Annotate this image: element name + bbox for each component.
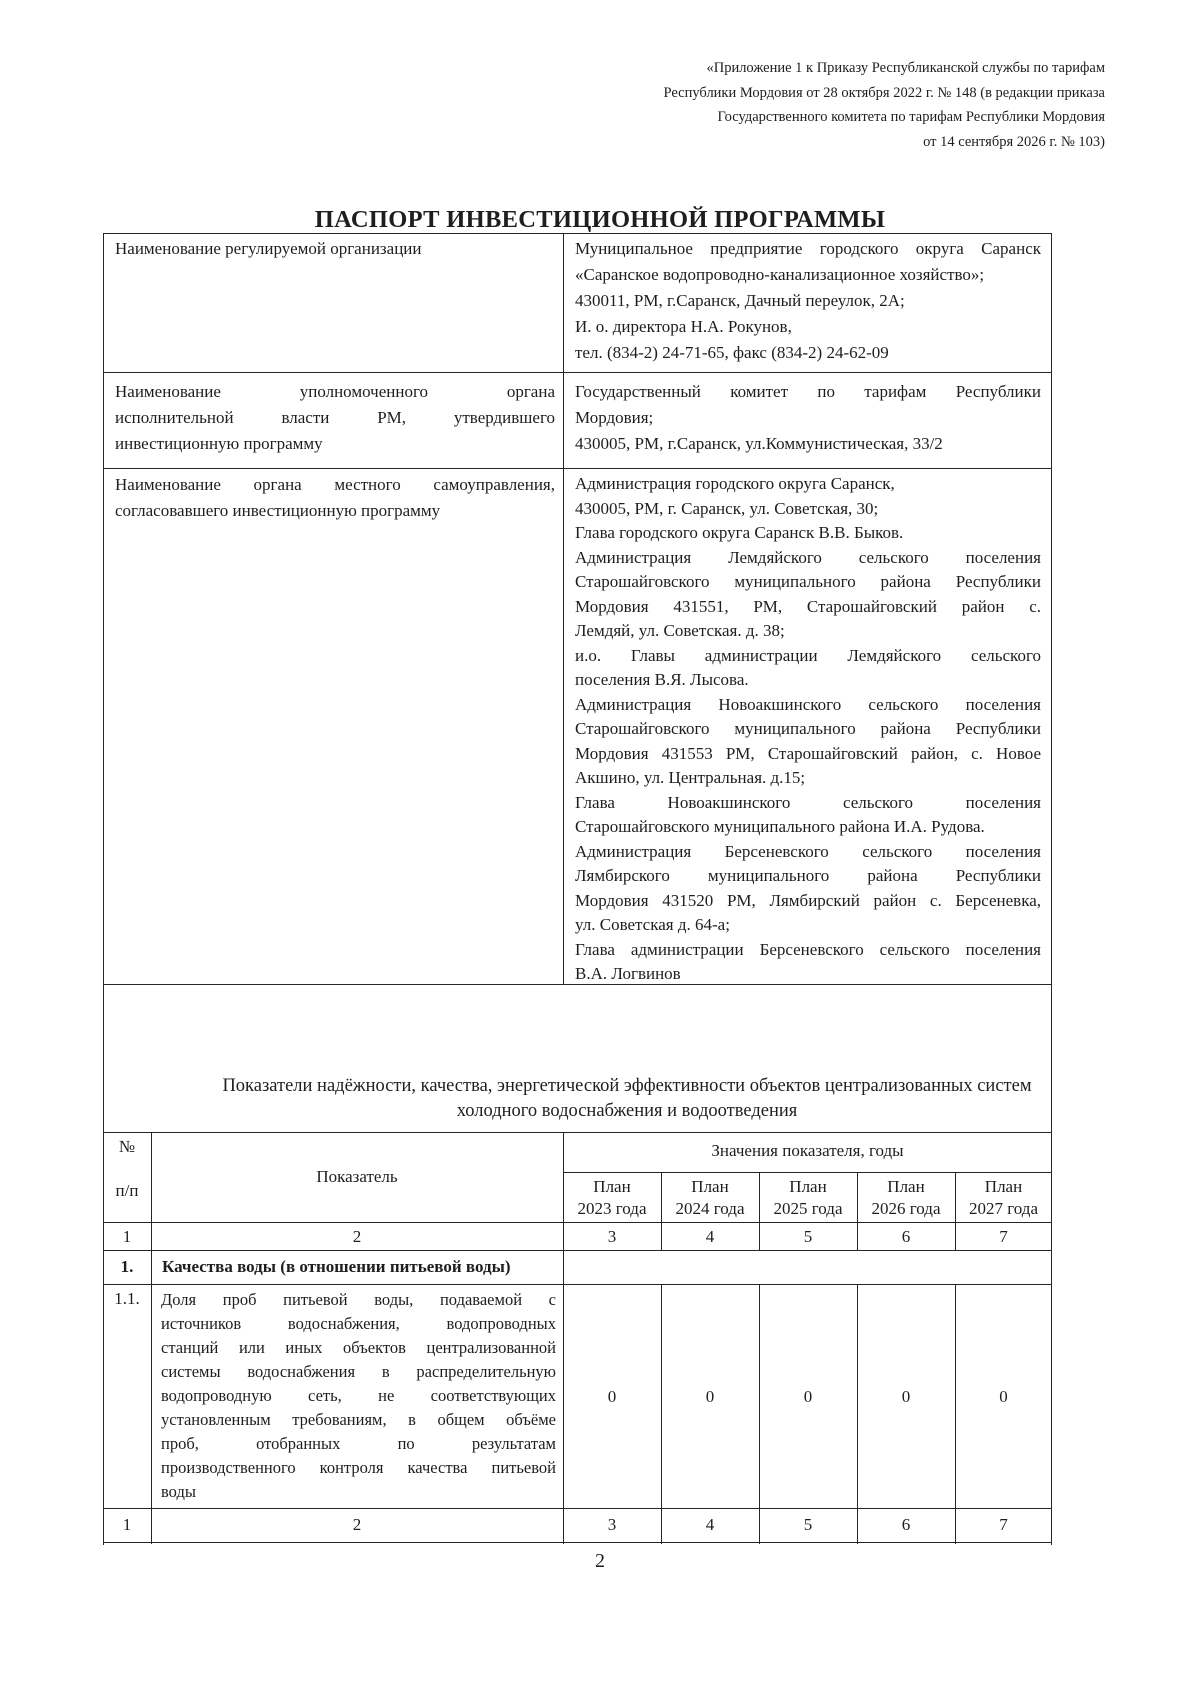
indicators-row-divider xyxy=(103,1284,1052,1285)
regulated-org-label: Наименование регулируемой организации xyxy=(115,239,422,258)
regulated-org-value: Муниципальное предприятие городского округа Саранск «Саранское водопроводно-канализационное хозяйство»; 430011, РМ, г.Саранск, Дачный переулок, 2А; И. о. директора Н.А. Рокунов, тел. (834-2) 24-71-65, факс (834-2) 24-62-09 xyxy=(575,239,1041,362)
year-column-divider xyxy=(759,1284,760,1544)
column-number: 4 xyxy=(705,1515,715,1534)
section-title: Качества воды (в отношении питьевой воды) xyxy=(162,1257,511,1276)
indicator-header: Показатель xyxy=(316,1167,398,1186)
column-number: 4 xyxy=(705,1227,715,1246)
indicators-table-top xyxy=(103,1132,1052,1133)
indicators-right-border xyxy=(1051,1132,1052,1544)
column-number: 2 xyxy=(352,1515,362,1534)
appendix-note-line: Государственного комитета по тарифам Республики Мордовия xyxy=(717,109,1105,125)
local-government-value: Администрация городского округа Саранск, 430005, РМ, г. Саранск, ул. Советская, 30; Глава городского округа Саранск В.В. Быков. Администрация Лемдяйского сельского поселения Старошайговского муниципального района Республики Мордовия 431551, РМ, Старошайговский район с. Лемдяй, ул. Советская. д. 38; и.о. Главы администрации Лемдяйского сельского поселения В.Я. Лысова. Администрация Новоакшинского сельского поселения Старошайговского муниципального района Республики Мордовия 431553 РМ, Старошайговский район, с. Новое Акшино, ул. Центральная. д.15; Глава Новоакшинского сельского поселения Старошайговского муниципального района И.А. Рудова. Администрация Берсеневского сельского поселения Лямбирского муниципального района Республики Мордовия 431520 РМ, Лямбирский район с. Берсеневка, ул. Советская д. 64-а; Глава администрации Берсеневского сельского поселения В.А. Логвинов xyxy=(575,474,1041,983)
column-number: 2 xyxy=(352,1227,362,1246)
section-number: 1. xyxy=(120,1257,134,1276)
appendix-note xyxy=(465,56,1105,154)
appendix-note-line: «Приложение 1 к Приказу Республиканской службы по тарифам xyxy=(706,60,1105,76)
indicators-section-title: Показатели надёжности, качества, энергетической эффективности объектов централизованных систем холодного водоснабжения и водоотведения xyxy=(222,1076,1032,1121)
year-header-2025: План 2025 года xyxy=(773,1177,843,1218)
column-number: 5 xyxy=(803,1515,813,1534)
value-2025: 0 xyxy=(803,1387,813,1406)
year-column-divider xyxy=(857,1284,858,1544)
value-2027: 0 xyxy=(999,1387,1008,1406)
approving-authority-value: Государственный комитет по тарифам Республики Мордовия; 430005, РМ, г.Саранск, ул.Коммунистическая, 33/2 xyxy=(575,382,1041,453)
indicators-row-divider xyxy=(103,1542,1052,1543)
document-title: ПАСПОРТ ИНВЕСТИЦИОННОЙ ПРОГРАММЫ xyxy=(314,206,886,233)
column-number: 7 xyxy=(999,1227,1008,1246)
year-header-2023: План 2023 года xyxy=(577,1177,647,1218)
year-column-divider xyxy=(955,1284,956,1544)
column-number: 1 xyxy=(122,1515,132,1534)
column-number: 1 xyxy=(122,1227,132,1246)
year-header-2027: План 2027 года xyxy=(968,1177,1038,1218)
indicator-description: Доля проб питьевой воды, подаваемой с источников водоснабжения, водопроводных станций или иных объектов централизованной системы водоснабжения в распределительную водопроводную сеть, не соответствующих установленным требованиям, в общем объёме проб, отобранных по результатам производственного контроля качества питьевой воды xyxy=(161,1290,556,1501)
passport-row-divider xyxy=(103,372,1052,373)
num-header: № xyxy=(118,1137,136,1156)
value-2023: 0 xyxy=(607,1387,617,1406)
column-number: 3 xyxy=(607,1227,617,1246)
indicators-row-divider xyxy=(103,1250,1052,1251)
indicator-column-divider xyxy=(563,1284,564,1544)
approving-authority-label: Наименование уполномоченного органа исполнительной власти РМ, утвердившего инвестиционную программу xyxy=(115,382,555,453)
year-header-2024: План 2024 года xyxy=(675,1177,745,1218)
indicators-row-divider xyxy=(103,1222,1052,1223)
year-header-2026: План 2026 года xyxy=(871,1177,941,1218)
column-number: 5 xyxy=(803,1227,813,1246)
page-number: 2 xyxy=(595,1550,605,1572)
year-column-divider xyxy=(661,1284,662,1544)
column-number: 6 xyxy=(901,1515,911,1534)
indicators-left-border xyxy=(103,1132,104,1544)
passport-column-divider xyxy=(563,233,564,985)
values-header: Значения показателя, годы xyxy=(711,1141,904,1160)
row-number: 1.1. xyxy=(114,1289,140,1308)
years-header-divider xyxy=(563,1172,1052,1173)
column-number: 3 xyxy=(607,1515,617,1534)
column-number: 6 xyxy=(901,1227,911,1246)
appendix-note-line: от 14 сентября 2026 г. № 103) xyxy=(923,133,1105,150)
num-column-divider xyxy=(151,1132,152,1544)
num-subheader: п/п xyxy=(115,1181,139,1200)
value-2026: 0 xyxy=(901,1387,911,1406)
value-2024: 0 xyxy=(705,1387,715,1406)
appendix-note-line: Республики Мордовия от 28 октября 2022 г. № 148 (в редакции приказа xyxy=(663,84,1105,101)
local-government-label: Наименование органа местного самоуправления, согласовавшего инвестиционную программу xyxy=(115,475,555,520)
column-number: 7 xyxy=(999,1515,1008,1534)
passport-row-divider xyxy=(103,468,1052,469)
indicators-row-divider xyxy=(103,1508,1052,1509)
